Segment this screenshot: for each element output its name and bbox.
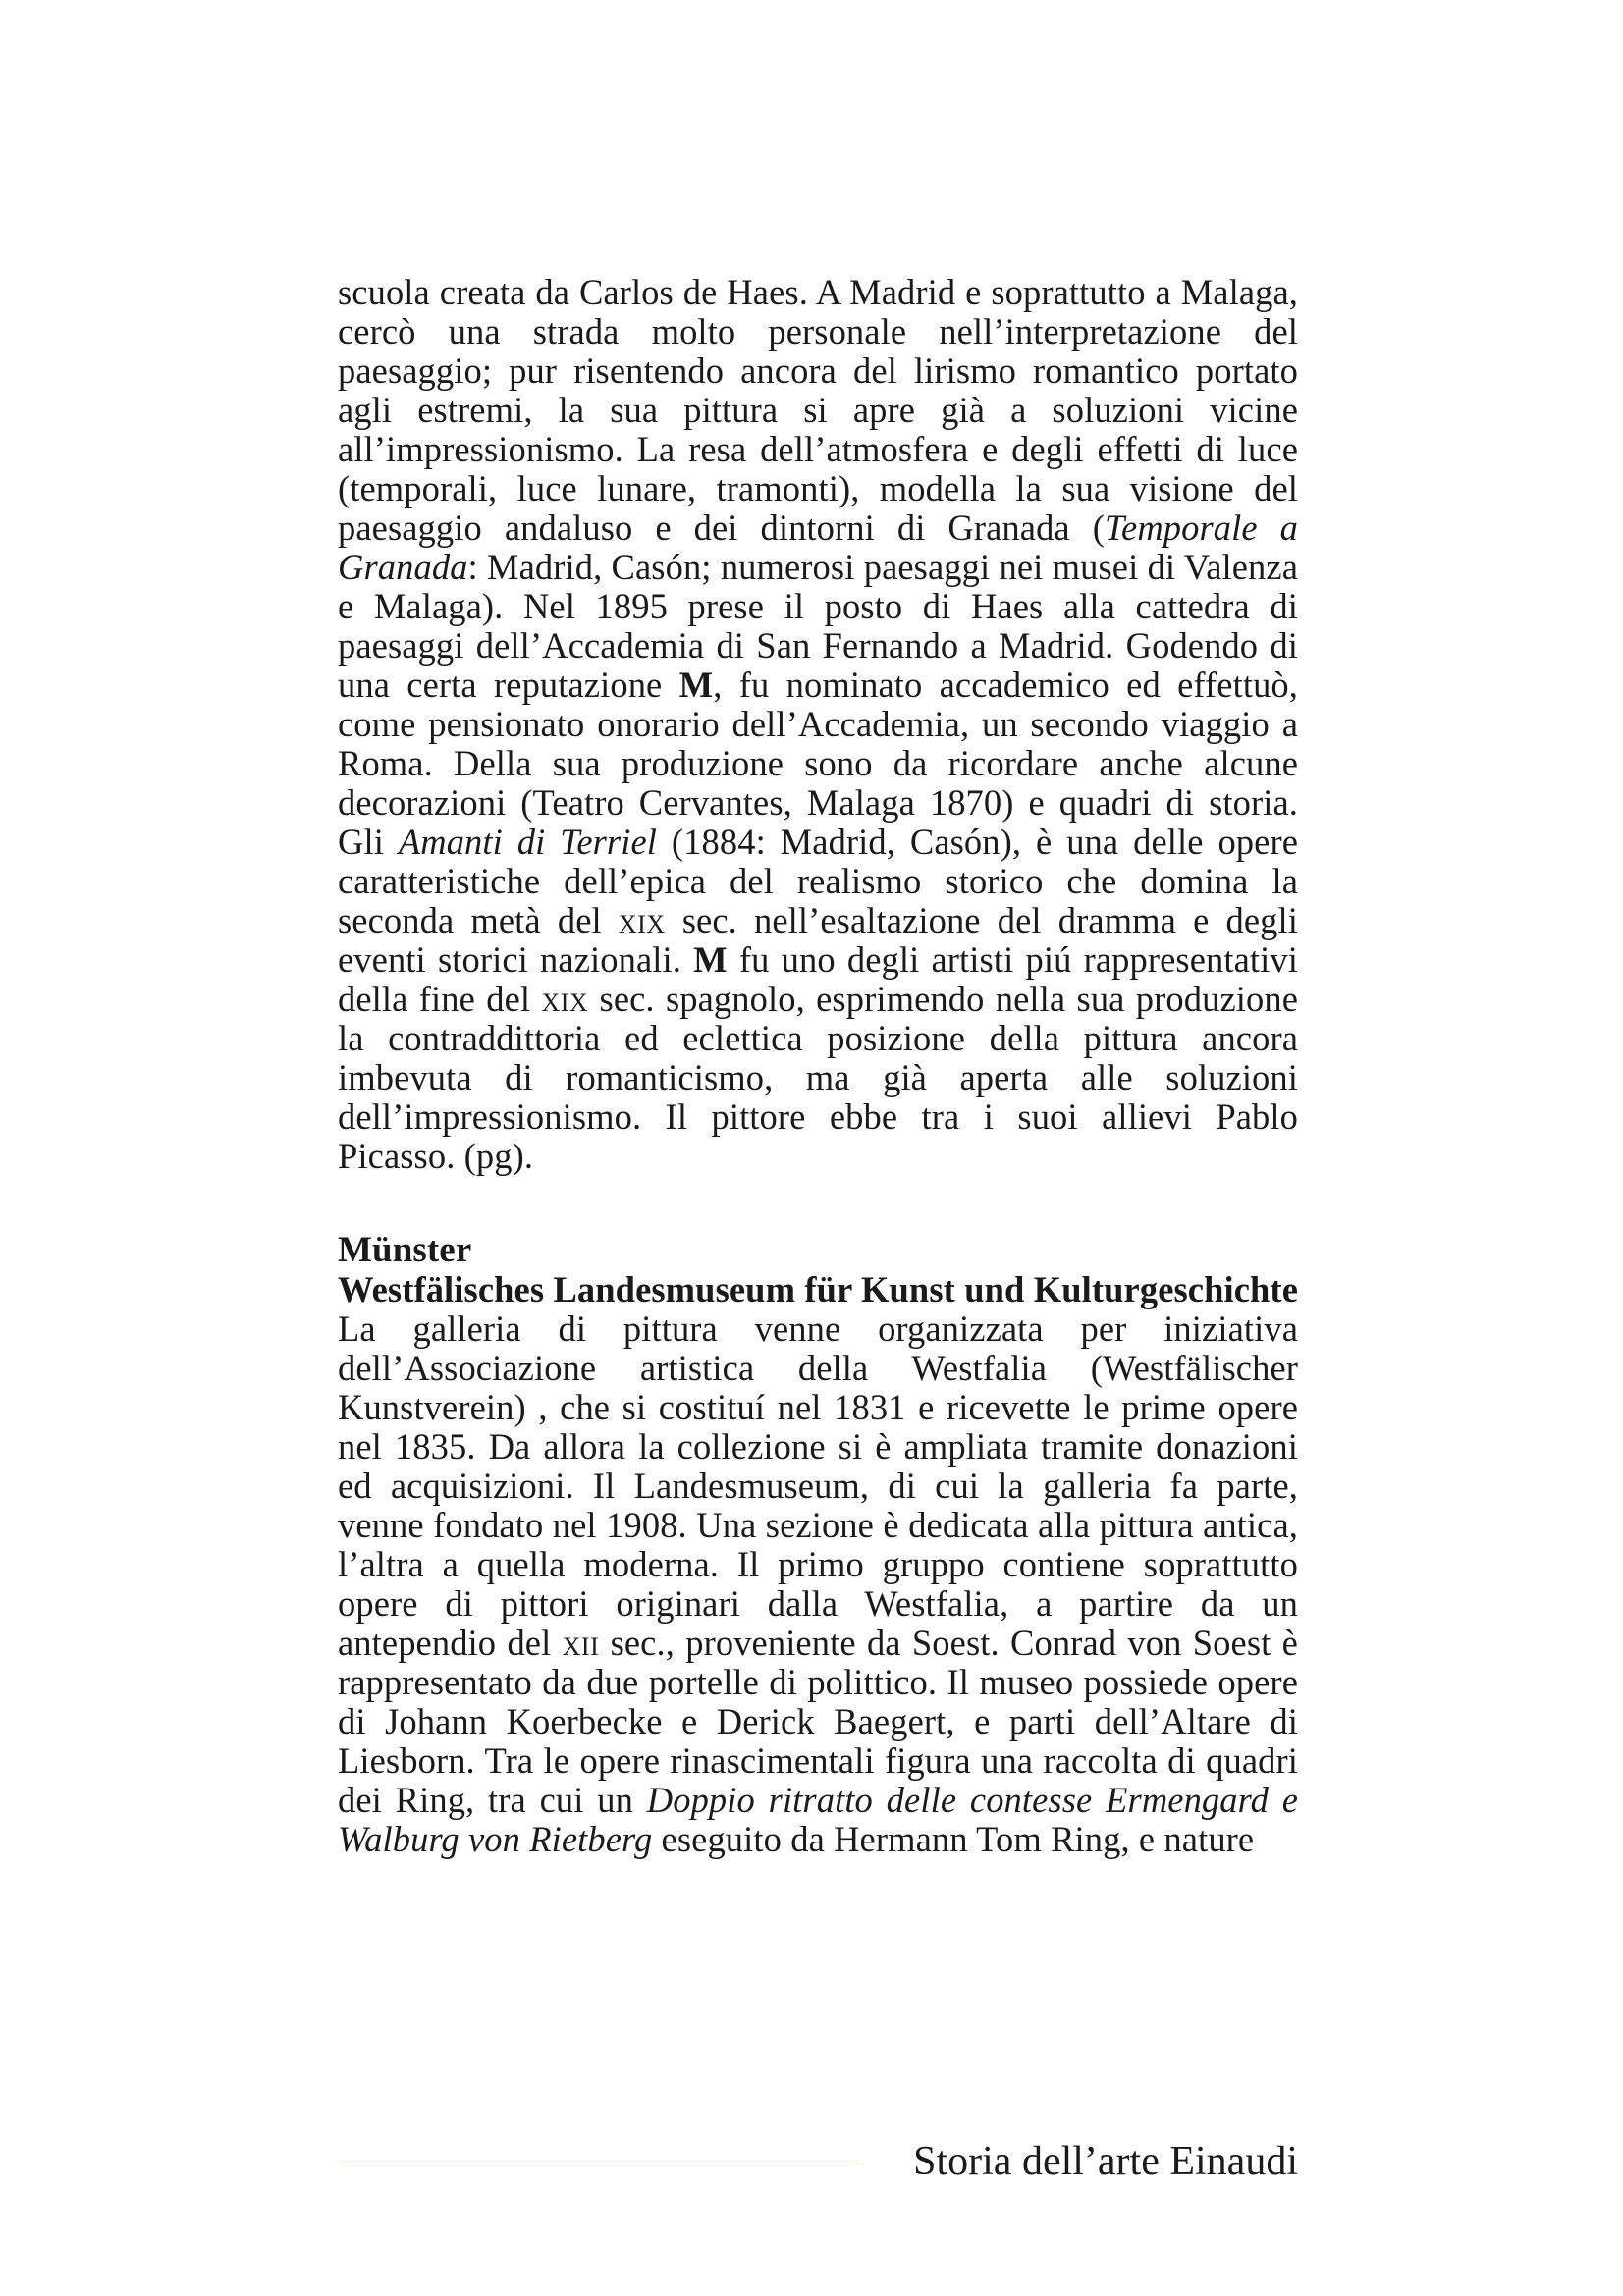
- text-run: : Madrid, Casón; numerosi paesaggi nei musei di Valenza e Malaga). Nel 1895 prese il posto di Haes alla cattedra di paesaggi dell’Accademia di San Fernando a Madrid. Godendo di una certa reputazione: [338, 547, 1298, 705]
- text-run: sec., proveniente da Soest. Conrad von Soest è rappresentato da due portelle di polittico. Il museo possiede opere di Johann Koerbecke e Derick Baegert, e parti dell’Altare di Liesborn. Tra le opere rinascimentali figura una raccolta di quadri dei Ring, tra cui un: [338, 1623, 1298, 1820]
- artwork-title: Temporale a Granada: [338, 507, 1298, 587]
- footer-title: Storia dell’arte Einaudi: [913, 2139, 1298, 2184]
- artwork-title: Amanti di Terriel: [398, 822, 658, 862]
- text-run: , fu nominato accademico ed effettuò, come pensionato onorario dell’Accademia, un secondo viaggio a Roma. Della sua produzione sono da ricordare anche alcune decorazioni (Teatro Cervantes, Malaga 1870) e quadri di storia. Gli: [338, 665, 1298, 862]
- text-run: (1884: Madrid, Casón), è una delle opere caratteristiche dell’epica del realismo storico che domina la seconda metà del: [338, 822, 1298, 940]
- artwork-title: Doppio ritratto delle contesse Ermengard e Walburg von Rietberg: [338, 1780, 1298, 1859]
- article-body: [338, 273, 1298, 1859]
- artist-initial: M: [678, 665, 714, 705]
- paragraph-munster-museum: [338, 1270, 1298, 1859]
- text-run: eseguito da Hermann Tom Ring, e nature: [652, 1819, 1255, 1859]
- text-run: scuola creata da Carlos de Haes. A Madrid e soprattutto a Malaga, cercò una strada molto personale nell’interpretazione del paesaggio; pur risentendo ancora del lirismo romantico portato agli estremi, la sua pittura si apre già a soluzioni vicine all’impressionismo. La resa dell’atmosfera e degli effetti di luce (temporali, luce lunare, tramonti), modella la sua visione del paesaggio andaluso e dei dintorni di Granada (: [338, 272, 1298, 548]
- century-numeral: xix: [541, 979, 589, 1019]
- text-run: fu uno degli artisti piú rappresentativi della fine del: [338, 939, 1298, 1019]
- text-run: sec. nell’esaltazione del dramma e degli eventi storici nazionali.: [338, 900, 1298, 980]
- paragraph-martinez-biography: [338, 273, 1298, 1176]
- text-run: sec. spagnolo, esprimendo nella sua produzione la contraddittoria ed eclettica posizione della pittura ancora imbevuta di romanticismo, ma già aperta alle soluzioni dell’impressionismo. Il pittore ebbe tra i suoi allievi Pablo Picasso. (pg).: [338, 979, 1298, 1176]
- museum-name: Westfälisches Landesmuseum für Kunst und Kulturgeschichte: [338, 1269, 1298, 1309]
- century-numeral: xix: [618, 900, 666, 940]
- text-run: La galleria di pittura venne organizzata per iniziativa dell’Associazione artistica della Westfalia (Westfälischer Kunstverein) , che si costituí nel 1831 e ricevette le prime opere nel 1835. Da allora la collezione si è ampliata tramite donazioni ed acquisizioni. Il Landesmuseum, di cui la galleria fa parte, venne fondato nel 1908. Una sezione è dedicata alla pittura antica, l’altra a quella moderna. Il primo gruppo contiene soprattutto opere di pittori originari dalla Westfalia, a partire da un antependio del: [338, 1308, 1298, 1663]
- century-numeral: xii: [562, 1623, 600, 1663]
- section-heading: Münster: [338, 1230, 472, 1270]
- artist-initial: M: [693, 939, 728, 980]
